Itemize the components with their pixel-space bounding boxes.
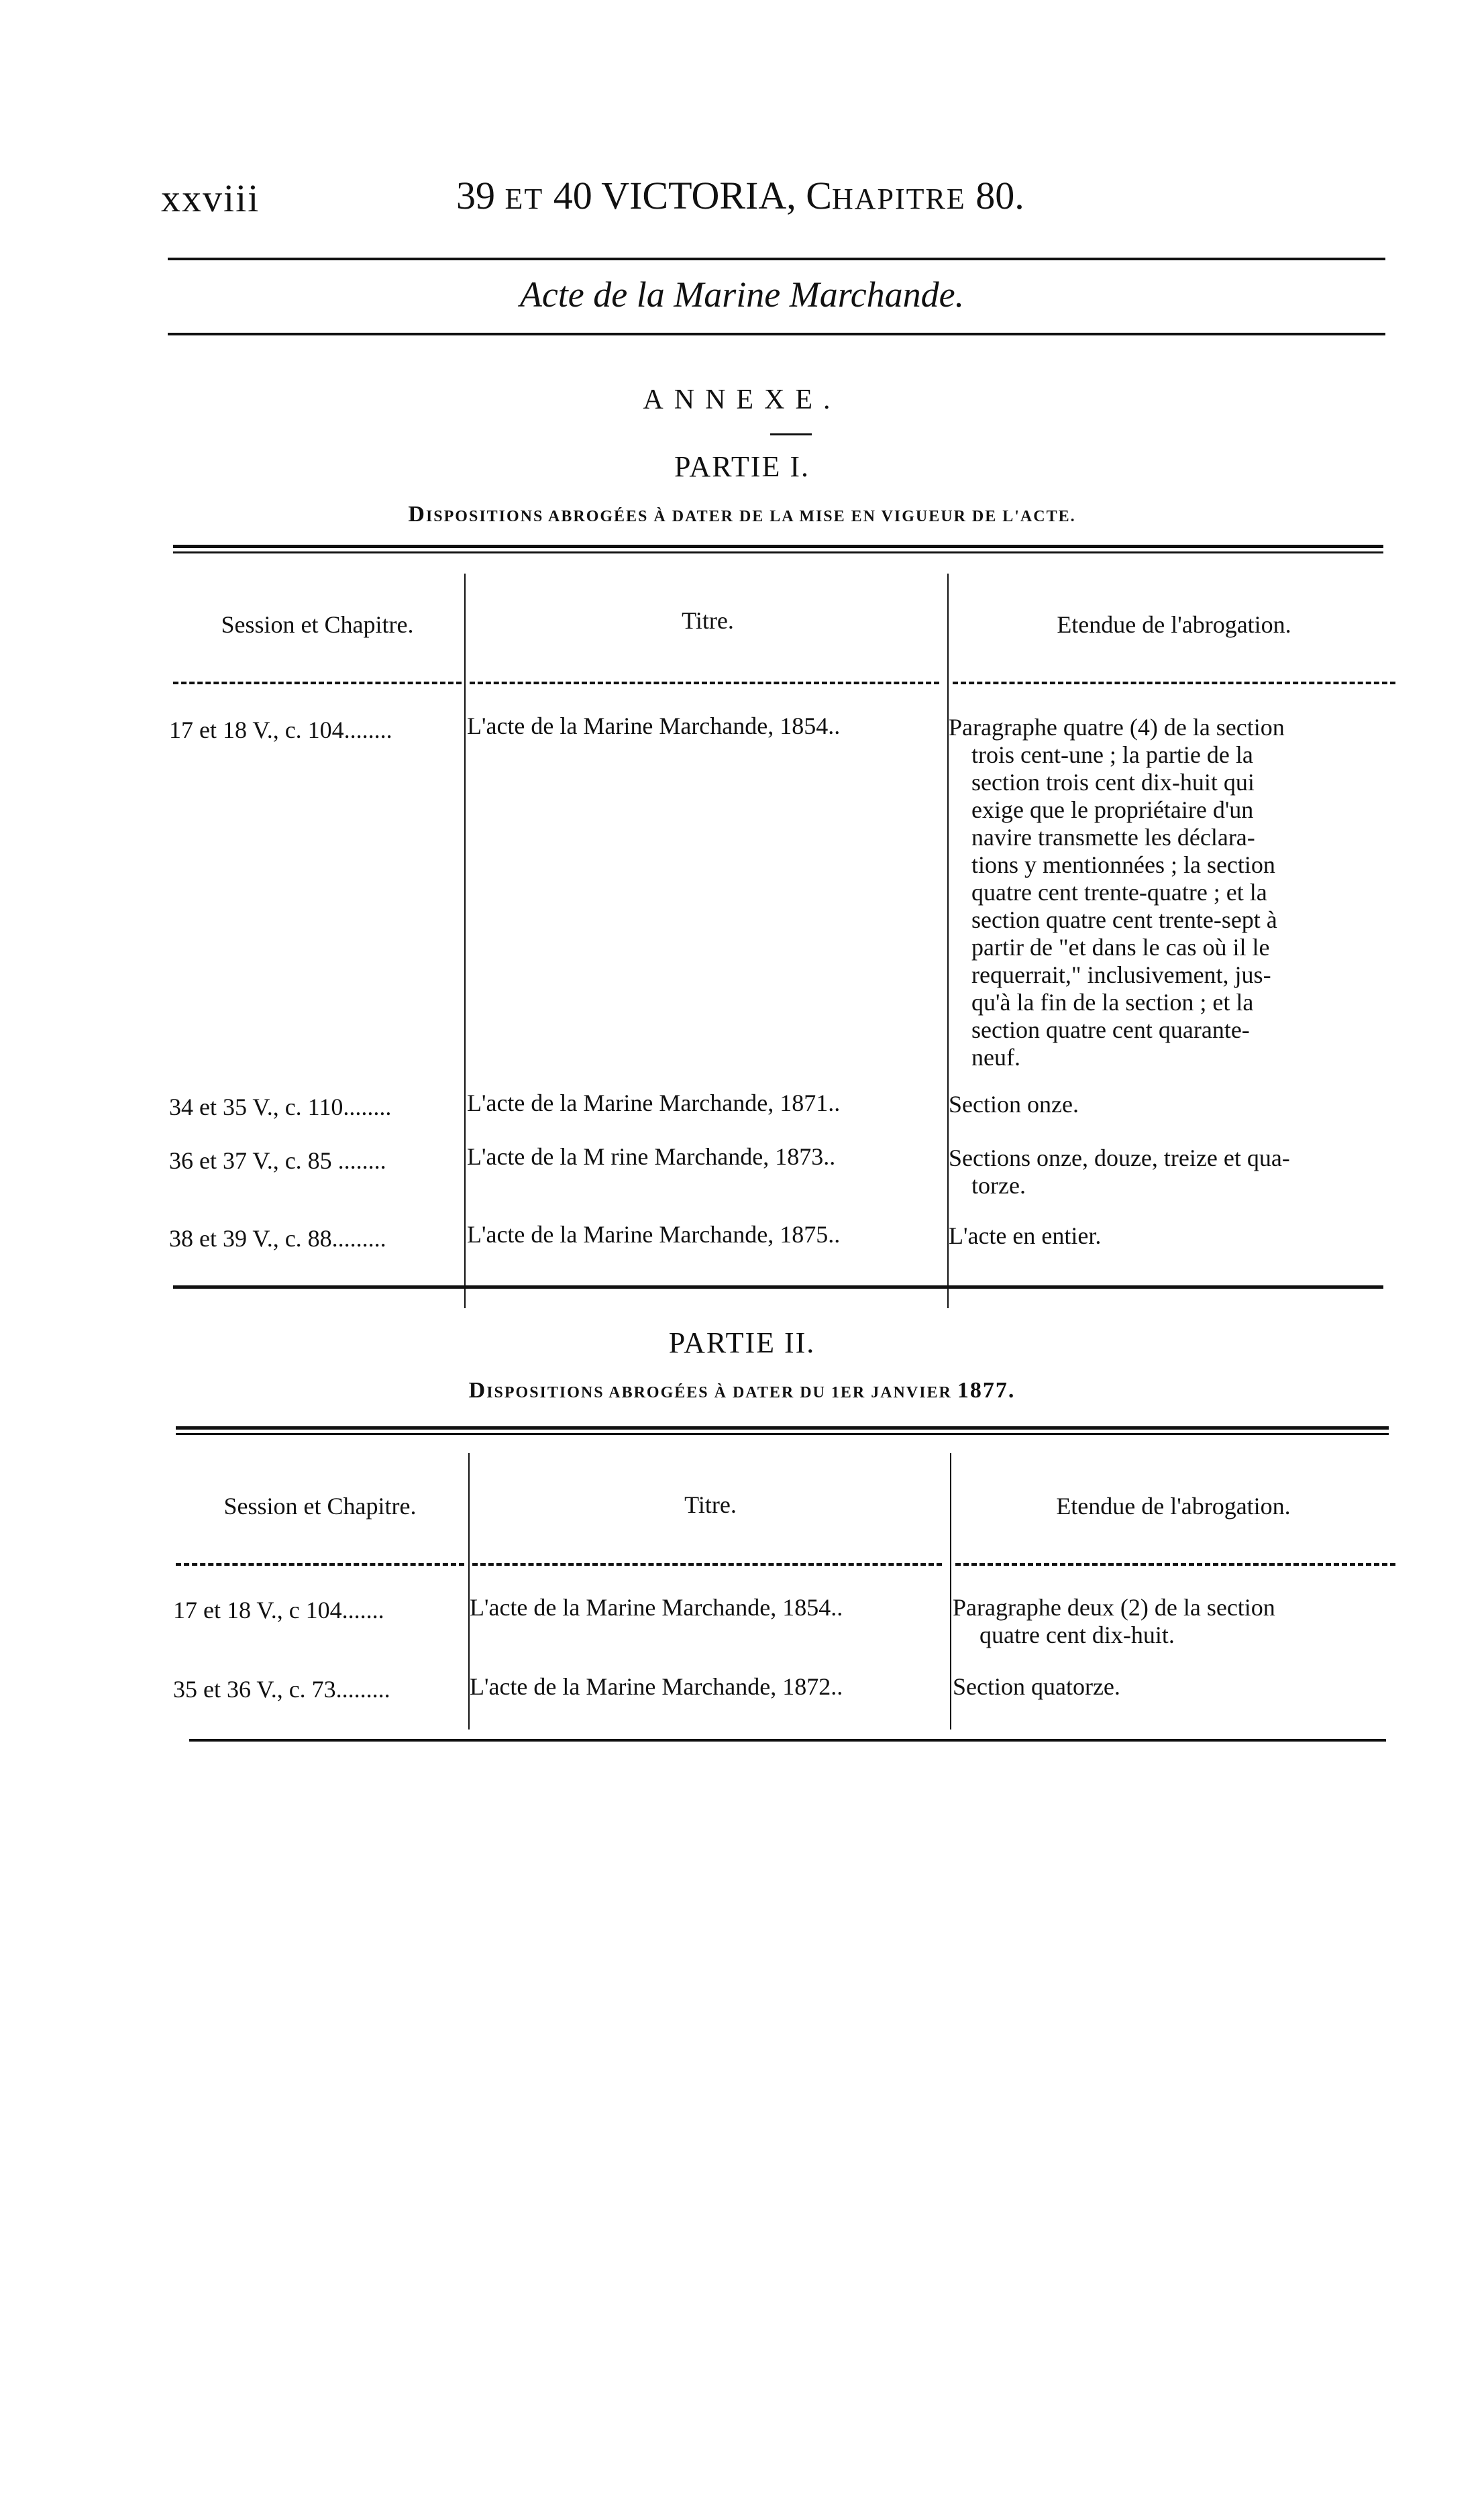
part1-col-divider-2 xyxy=(947,574,949,1308)
part1-row4-title: L'acte de la Marine Marchande, 1875.. xyxy=(467,1221,841,1248)
extent-line: tions y mentionnées ; la section xyxy=(971,851,1275,878)
part1-col-session: Session et Chapitre. xyxy=(221,611,414,638)
running-title-et: ET xyxy=(505,182,544,215)
part1-table-top-rule xyxy=(173,545,1383,548)
part1-header-divider-1 xyxy=(173,682,462,684)
extent-line: requerrait," inclusivement, jus- xyxy=(971,961,1271,988)
extent-line: Paragraphe quatre (4) de la section xyxy=(949,714,1285,741)
part1-row4-session: 38 et 39 V., c. 88......... xyxy=(169,1225,386,1252)
part2-header-divider-3 xyxy=(955,1563,1395,1566)
part1-col-divider-1 xyxy=(464,574,466,1308)
part1-row4-extent: L'acte en entier. xyxy=(949,1222,1102,1249)
extent-line: partir de "et dans le cas où il le xyxy=(971,934,1270,961)
extent-line: neuf. xyxy=(971,1044,1020,1071)
part2-table-top-rule xyxy=(176,1426,1389,1430)
part2-row1-extent-cont: quatre cent dix-huit. xyxy=(979,1621,1175,1648)
annexe-heading: ANNEXE. xyxy=(643,384,841,415)
part2-row1-title: L'acte de la Marine Marchande, 1854.. xyxy=(470,1594,843,1621)
part2-subtitle-year: 1877. xyxy=(957,1378,1016,1403)
part2-row2-session: 35 et 36 V., c. 73......... xyxy=(173,1676,390,1703)
part2-col-title: Titre. xyxy=(684,1491,737,1518)
page-number: xxviii xyxy=(161,176,260,220)
part1-col-extent: Etendue de l'abrogation. xyxy=(1057,611,1291,638)
title-rule xyxy=(168,333,1385,335)
part2-header-divider-1 xyxy=(176,1563,464,1566)
part1-row2-extent: Section onze. xyxy=(949,1091,1079,1118)
extent-line: section quatre cent trente-sept à xyxy=(971,906,1277,933)
part2-col-session: Session et Chapitre. xyxy=(223,1493,417,1520)
part1-header-divider-2 xyxy=(470,682,939,684)
extent-line: section quatre cent quarante- xyxy=(971,1016,1250,1043)
extent-line: navire transmette les déclara- xyxy=(971,824,1255,851)
part1-header-divider-3 xyxy=(953,682,1395,684)
part1-subtitle-rest: ISPOSITIONS ABROGÉES À DATER DE LA MISE EN VIGUEUR DE L'ACTE. xyxy=(425,508,1076,525)
part1-row2-title: L'acte de la Marine Marchande, 1871.. xyxy=(467,1089,841,1116)
part2-col-extent: Etendue de l'abrogation. xyxy=(1056,1493,1291,1520)
part2-row1-extent: Paragraphe deux (2) de la section xyxy=(953,1594,1275,1621)
running-title-mid: 40 VICTORIA, C xyxy=(543,174,832,217)
part1-table-top-rule-2 xyxy=(173,551,1383,553)
running-title-suffix: 80. xyxy=(965,174,1024,217)
part1-row3-title: L'acte de la M rine Marchande, 1873.. xyxy=(467,1143,836,1170)
annexe-rule xyxy=(770,433,812,435)
part1-row1-session: 17 et 18 V., c. 104........ xyxy=(169,716,392,743)
part2-subtitle-cap: D xyxy=(468,1378,487,1403)
part1-col-title: Titre. xyxy=(682,607,734,634)
part2-col-divider-2 xyxy=(950,1453,951,1729)
part2-subtitle xyxy=(0,1378,1484,1403)
running-title-chapitre: HAPITRE xyxy=(831,182,966,215)
part2-subtitle-rest: ISPOSITIONS ABROGÉES À DATER DU 1ER JANVIER xyxy=(486,1384,957,1401)
header-rule xyxy=(168,258,1385,260)
running-title xyxy=(456,173,1024,218)
part1-table-bottom-rule xyxy=(173,1285,1383,1289)
part2-row2-title: L'acte de la Marine Marchande, 1872.. xyxy=(470,1673,843,1700)
part1-subtitle xyxy=(0,502,1484,527)
part2-row2-extent: Section quatorze. xyxy=(953,1673,1120,1700)
extent-line: quatre cent trente-quatre ; et la xyxy=(971,879,1267,906)
part2-header-divider-2 xyxy=(472,1563,942,1566)
part1-row3-extent: Sections onze, douze, treize et qua- xyxy=(949,1144,1290,1171)
part2-table-top-rule-2 xyxy=(176,1433,1389,1435)
running-title-prefix: 39 xyxy=(456,174,505,217)
part1-row3-session: 36 et 37 V., c. 85 ........ xyxy=(169,1147,386,1174)
act-title: Acte de la Marine Marchande. xyxy=(519,274,965,315)
part1-row3-extent-cont: torze. xyxy=(971,1172,1026,1199)
part1-row1-title: L'acte de la Marine Marchande, 1854.. xyxy=(467,712,841,739)
part1-row2-session: 34 et 35 V., c. 110........ xyxy=(169,1094,392,1120)
part2-row1-session: 17 et 18 V., c 104....... xyxy=(173,1597,384,1623)
extent-line: section trois cent dix-huit qui xyxy=(971,769,1255,796)
part2-heading: PARTIE II. xyxy=(668,1326,816,1359)
part2-table-bottom-rule xyxy=(189,1739,1386,1742)
extent-line: qu'à la fin de la section ; et la xyxy=(971,989,1254,1016)
extent-line: trois cent-une ; la partie de la xyxy=(971,741,1253,768)
extent-line: exige que le propriétaire d'un xyxy=(971,796,1254,823)
part1-heading: PARTIE I. xyxy=(674,450,810,483)
part1-subtitle-cap: D xyxy=(408,502,426,527)
